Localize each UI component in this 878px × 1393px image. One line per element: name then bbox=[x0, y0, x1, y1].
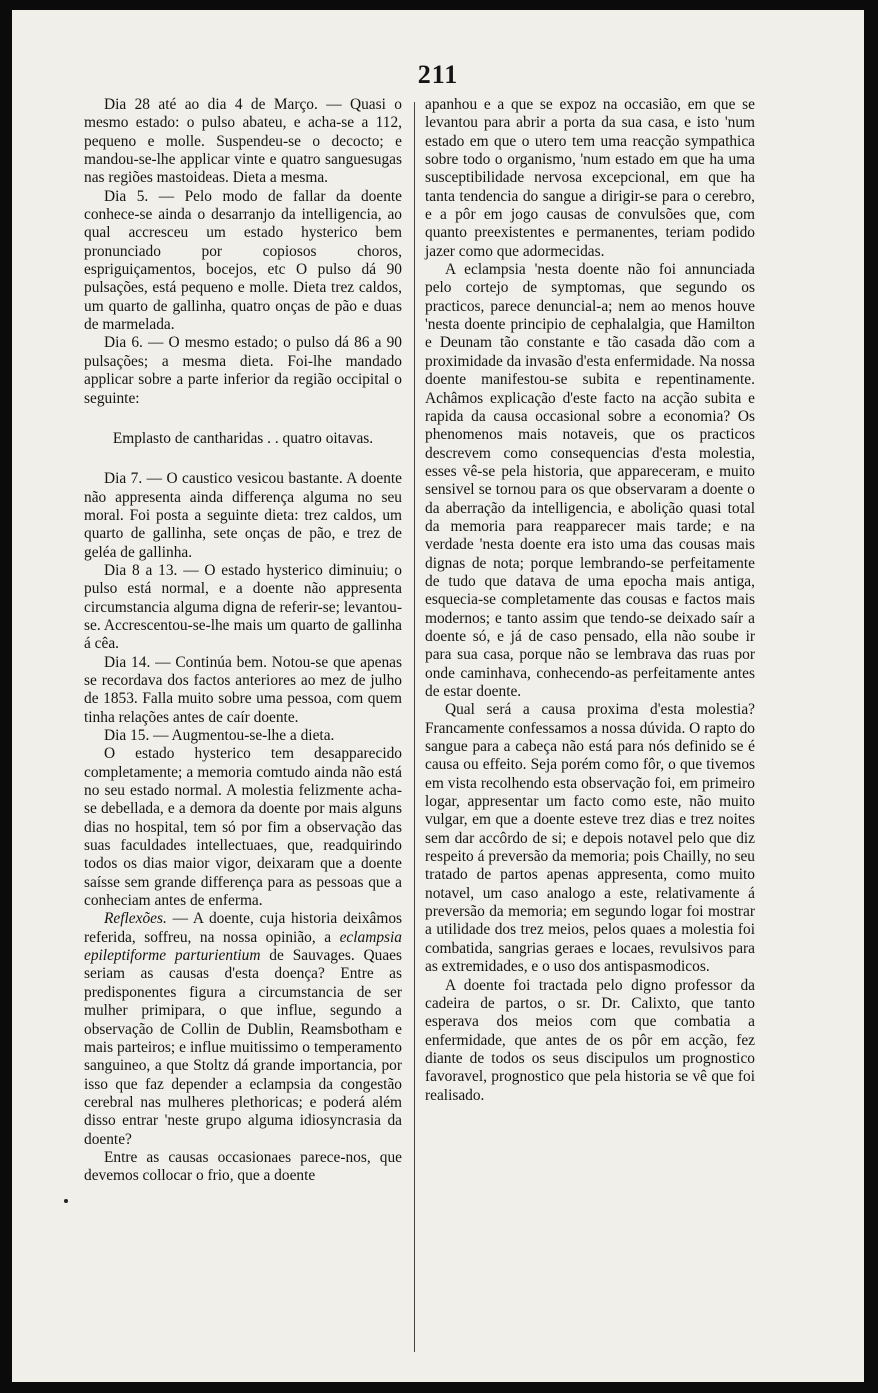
paragraph: Qual será a causa proxima d'esta molestia? Francamente confessamos a nossa dúvida. O rapto do sangue para a cabeça não está para nós definido se é causa ou effeito. Seja porém como fôr, o que tivemos em vista recolhendo esta observação foi, em primeiro logar, appresentar um facto como este, não muito vulgar, em que a doente esteve trez dias e trez noites sem dar accôrdo de si; e depois notavel pelo que diz respeito á preversão da memoria; pois Chailly, no seu tratado de partos apenas appresenta, como muito notavel, um caso analogo a este, relativamente á preversão da memoria; em segundo logar foi mostrar a utilidade dos trez meios, pelos quaes a molestia foi combatida, sangrias geraes e locaes, revulsivos para as extremidades, e o uso dos antispasmodicos. bbox=[425, 701, 755, 976]
paragraph: Dia 6. — O mesmo estado; o pulso dá 86 a 90 pulsações; a mesma dieta. Foi-lhe mandado applicar sobre a parte inferior da região occipital o seguinte: bbox=[84, 334, 402, 407]
document-page bbox=[12, 10, 864, 1382]
section-label: Reflexões. bbox=[104, 910, 167, 928]
paragraph-reflexoes bbox=[84, 910, 402, 1148]
page-number: 211 bbox=[417, 60, 459, 89]
disease-name: eclampsia epileptiforme parturientium bbox=[84, 928, 402, 965]
paragraph: A doente foi tractada pelo digno professor da cadeira de partos, o sr. Dr. Calixto, que tanto esperava dos meios com que combatia a enfermidade, que antes de os pôr em acção, fez diante de todos os seus discipulos um prognostico favoravel, prognostico que pela historia se vê que foi realisado. bbox=[425, 976, 755, 1104]
paragraph: Dia 7. — O caustico vesicou bastante. A doente não appresenta ainda differença alguma no seu moral. Foi posta a seguinte dieta: trez caldos, um quarto de gallinha, sete onças de pão, e trez de geléa de gallinha. bbox=[84, 470, 402, 561]
left-column bbox=[84, 96, 402, 1186]
paragraph: Dia 28 até ao dia 4 de Março. — Quasi o mesmo estado: o pulso abateu, e acha-se a 112, pequeno e molle. Suspendeu-se o decocto; e mandou-se-lhe applicar vinte e quatro sanguesugas nas regiões mastoideas. Dieta a mesma. bbox=[84, 96, 402, 187]
paragraph: O estado hysterico tem desapparecido completamente; a memoria comtudo ainda não está no seu estado normal. A molestia felizmente acha-se debellada, e a demora da doente por mais alguns dias no hospital, tem só por fim a observação das suas faculdades intellectuaes, que, readquirindo todos os dias maior vigor, deixaram que a doente saísse sem grande differença para as pessoas que a conheciam antes de enferma. bbox=[84, 745, 402, 910]
paragraph: A eclampsia 'nesta doente não foi annunciada pelo cortejo de symptomas, que segundo os practicos, parece denuncial-a; nem ao menos houve 'nesta doente principio de cephalalgia, que Hamilton e Deunam tão constante e tão casada dão com a proximidade da invasão d'esta enfermidade. Na nossa doente manifestou-se subita e repentinamente. Achâmos explicação d'este facto na acção subita e rapida da causa occasional sobre a economia? Os phenomenos mais notaveis, que os practicos descrevem como consequencias d'esta molestia, esses vê-se pela historia, que appareceram, e muito sensivel se tornou para os que observaram a doente o da aberração da intelligencia, e abolição quasi total da memoria para reapparecer mais tarde; e na verdade 'nesta doente era isto uma das cousas mais dignas de nota; porque lembrando-se perfeitamente de tudo que datava de uma epocha mais antiga, esquecia-se completamente das cousas e factos mais modernos; e tanto assim que tendo-se deixado saír a doente só, e já de caso pensado, ella não soube ir para sua casa, porque não se lembrava das ruas por onde caminhava, conhecendo-as perfeitamente antes de estar doente. bbox=[425, 261, 755, 700]
prescription-line: Emplasto de cantharidas . . quatro oitavas. bbox=[112, 429, 374, 447]
paragraph: Dia 8 a 13. — O estado hysterico diminuiu; o pulso está normal, e a doente não appresenta circumstancia alguma digna de referir-se; levantou-se. Accrescentou-se-lhe mais um quarto de gallinha á cêa. bbox=[84, 561, 402, 653]
paragraph-text: — A doente, cuja historia deixâmos referida, soffreu, na nossa opinião, a bbox=[84, 910, 402, 946]
paragraph: Dia 14. — Continúa bem. Notou-se que apenas se recordava dos factos anteriores ao mez de julho de 1853. Falla muito sobre uma pessoa, com quem tinha relações antes de caír doente. bbox=[84, 653, 402, 726]
paragraph: Entre as causas occasionaes parece-nos, que devemos collocar o frio, que a doente bbox=[84, 1148, 402, 1185]
paragraph-text: de Sauvages. Quaes seriam as causas d'esta doença? Entre as predisponentes figura a circumstancia de ser mulher primipara, o que influe, segundo a observação de Collin de Dublin, Reamsbotham e mais parteiros; e influe muitissimo o temperamento sanguineo, a que Stoltz dá grande importancia, por isso que faz depender a eclampsia da congestão cerebral nas mulheres plethoricas; e poderá além disso entrar 'neste grupo alguma idiosyncrasia da doente? bbox=[84, 947, 402, 1148]
ink-speck bbox=[64, 1199, 68, 1203]
paragraph: Dia 5. — Pelo modo de fallar da doente conhece-se ainda o desarranjo da intelligencia, ao qual accresceu um estado hysterico bem pronunciado por copiosos choros, espriguiçamentos, bocejos, etc O pulso dá 90 pulsações, está pequeno e molle. Dieta trez caldos, um quarto de gallinha, quatro onças de pão e duas de marmelada. bbox=[84, 187, 402, 334]
paragraph: Dia 15. — Augmentou-se-lhe a dieta. bbox=[104, 727, 335, 744]
right-column bbox=[425, 96, 755, 1105]
paragraph-continued: apanhou e a que se expoz na occasião, em que se levantou para abrir a porta da sua casa, e isto 'num estado em que o utero tem uma reacção sympathica sobre todo o organismo, 'num estado em que ha uma susceptibilidade nervosa excepcional, em que ha tanta tendencia do sangue a dirigir-se para o cerebro, e a pôr em jogo causas de convulsões que, com quanto preexistentes e permanentes, teriam podido jazer como que adormecidas. bbox=[425, 96, 755, 260]
column-divider bbox=[414, 102, 415, 1352]
